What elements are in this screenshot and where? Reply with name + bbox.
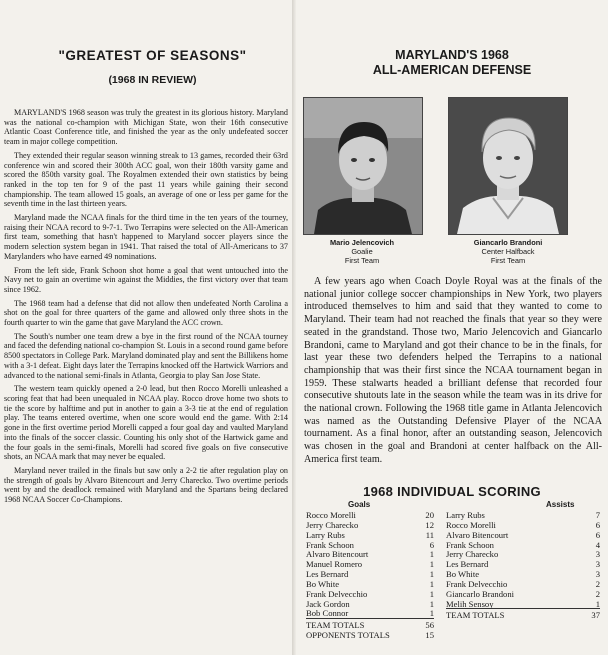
- feature-paragraph: A few years ago when Coach Doyle Royal was at the finals of the national junior college soccer championships in New York, two players introduced themselves to him and said that they wanted to come to Maryland. Their team had not reached the finals that year so they were seated in the grandstand. Those two, Mario Jelencovich and Giancarlo Brandoni, came to Maryland and got their chance to be in the finals, for last year these two defenders helped the Terrapins to a national championship that was their first since the NCAA tournament began in 1959. These stalwarts headed a brilliant defense that recorded four consecutive shutouts late in the season while the team was in its drive for the national crown. Following the 1968 title game in Atlanta Jelencovich was named as the Outstanding Defensive Player of the NCAA tournament. As a final honor, after an outstanding season, Jelencovich was chosen in the goal and Brandoni at center halfback on the All-America first team.: [304, 276, 602, 465]
- totals-label: OPPONENTS TOTALS: [306, 630, 390, 640]
- goals-totals-rule: [306, 618, 434, 619]
- goal-count: 6: [429, 539, 434, 550]
- caption-brandoni: [438, 238, 578, 265]
- totals-label: TEAM TOTALS: [446, 610, 505, 620]
- right-column: [296, 0, 608, 655]
- goals-header: Goals: [348, 500, 371, 509]
- article-paragraph: The western team quickly opened a 2-0 lead, but then Rocco Morelli unleashed a scoring feat that had been unequaled in NCAA play. Rocco drove home two shots to tie the score by halftime and put in another to gain a 3-3 tie at the end of regulation play. The teams entered overtime, when one score would end the game. With 2:14 gone in the first overtime period Morelli capped a four goal day and vaulted Maryland into the finals of the soccer classic. Counting his only shot of the Hartwick game and the four goals in the semi-finals, Morelli had scored five goals on five consecutive shots, an NCAA mark that may never be equaled.: [4, 384, 288, 462]
- assist-totals-row: [446, 610, 600, 620]
- totals-value: 56: [425, 620, 434, 630]
- scoring-title: 1968 INDIVIDUAL SCORING: [363, 484, 541, 499]
- goal-count: 1: [429, 588, 434, 599]
- feature-story: [304, 276, 602, 467]
- article-paragraph: Maryland made the NCAA finals for the third time in the ten years of the tourney, raising their NCAA record to 9-7-1. Two Terrapins were selected on the All-American first team, something that hasn't happened to Maryland soccer players since the modern selection system began in 1941. That raised the total of All-Americans to 37 Marylanders who have earned 49 nominations.: [4, 213, 288, 261]
- article-paragraph: They extended their regular season winning streak to 13 games, recorded their 63rd conference win and scored their 300th ACC goal, won their 180th varsity game and scored the 850th varsity goal. The Royalmen extended their own statistics by being ranked in the top ten for 9 of the past 11 years while gaining their second championship. The team allowed 15 goals, an average of one or less per game for the seventh time in the last thirteen years.: [4, 150, 288, 209]
- assist-count: 6: [595, 529, 600, 540]
- assist-count: 7: [595, 510, 600, 520]
- player-name: Rocco Morelli: [306, 510, 356, 520]
- goals-table: [306, 511, 434, 619]
- caption-jelencovich: [292, 238, 432, 265]
- totals-value: 15: [425, 630, 434, 640]
- player-name: Frank Schoon: [446, 539, 494, 550]
- assist-count: 3: [595, 559, 600, 570]
- player-name: Frank Delvecchio: [306, 588, 368, 599]
- article-paragraph: From the left side, Frank Schoon shot home a goal that went untouched into the Navy net to gain an overtime win against the Middies, the first victory over that team since 1962.: [4, 265, 288, 294]
- player-name: Jack Gordon: [306, 598, 350, 609]
- assists-header: Assists: [546, 500, 575, 509]
- assist-count: 1: [595, 598, 600, 609]
- player-name: Rocco Morelli: [446, 519, 496, 530]
- caption-position: Goalie: [351, 247, 373, 256]
- article-paragraph: MARYLAND'S 1968 season was truly the greatest in its glorious history. Maryland was the national co-champion with Michigan State, won their 16th consecutive Atlantic Coast Conference title, and finished the year as the only undefeated soccer team in major college competition.: [4, 108, 288, 147]
- article-paragraph: The 1968 team had a defense that did not allow then undefeated North Carolina a shot on the goal for three quarters of the game and allowed only three shots in the fourth quarter to win the game that gave Maryland the ACC crown.: [4, 298, 288, 328]
- goals-totals: [306, 620, 434, 640]
- goal-count: 1: [429, 598, 434, 609]
- assist-count: 4: [595, 539, 600, 550]
- assist-count: 3: [595, 569, 600, 580]
- goal-count: 12: [425, 519, 434, 530]
- goal-count: 20: [425, 510, 434, 520]
- totals-label: TEAM TOTALS: [306, 620, 365, 630]
- team-totals-row: [306, 620, 434, 630]
- assist-count: 6: [595, 519, 600, 530]
- player-name: Giancarlo Brandoni: [446, 588, 515, 599]
- player-name: Bo White: [446, 569, 480, 580]
- player-name: Les Bernard: [446, 559, 489, 570]
- left-column: [0, 0, 292, 655]
- goal-count: 1: [429, 549, 434, 560]
- caption-name: Mario Jelencovich: [329, 238, 395, 247]
- goal-count: 1: [429, 559, 434, 570]
- caption-team: First Team: [490, 256, 526, 265]
- assist-count: 2: [595, 588, 600, 599]
- player-photo-jelencovich: [303, 97, 423, 235]
- player-name: Melih Sensoy: [446, 598, 494, 609]
- player-name: Larry Rubs: [446, 510, 485, 520]
- feature-title-line2: ALL-AMERICAN DEFENSE: [372, 63, 532, 77]
- goal-count: 1: [429, 608, 434, 619]
- opponents-totals-row: [306, 630, 434, 640]
- assists-totals-rule: [446, 608, 600, 609]
- player-name: Alvaro Bitencourt: [446, 529, 509, 540]
- article-title: "GREATEST OF SEASONS": [58, 48, 247, 63]
- caption-position: Center Halfback: [481, 247, 535, 256]
- assists-table: [446, 511, 600, 609]
- article-paragraph: The South's number one team drew a bye in the first round of the NCAA tourney and faced the defending national co-champion St. Louis in a second round game before 8500 spectators in College Park. Maryland dominated play and sent the Billikens home with a 3-1 defeat. Eight days later the Terrapins knocked off the Hartwick Warriors and advanced to the national semi-finals in Atlanta, Georgia to play San Jose State.: [4, 331, 288, 380]
- goal-count: 11: [425, 529, 434, 540]
- player-name: Jerry Charecko: [306, 519, 359, 530]
- caption-team: First Team: [344, 256, 380, 265]
- article-body: [4, 108, 288, 509]
- player-name: Larry Rubs: [306, 529, 345, 540]
- player-name: Manuel Romero: [306, 559, 363, 570]
- assists-totals: [446, 610, 600, 620]
- goal-count: 1: [429, 569, 434, 580]
- assist-count: 3: [595, 549, 600, 560]
- totals-value: 37: [591, 610, 600, 620]
- player-name: Alvaro Bitencourt: [306, 549, 369, 560]
- assist-count: 2: [595, 578, 600, 589]
- player-name: Jerry Charecko: [446, 549, 499, 560]
- feature-title-line1: MARYLAND'S 1968: [395, 48, 509, 62]
- article-paragraph: Maryland never trailed in the finals but saw only a 2-2 tie after regulation play on the strength of goals by Alvaro Bitencourt and Jerry Charecko. Two overtime periods went by and the deadlock remained with Maryland and the Spartans being declared 1968 NCAA Soccer Co-Champions.: [4, 465, 288, 505]
- feature-title: [296, 48, 608, 78]
- player-name: Frank Schoon: [306, 539, 354, 550]
- player-name: Bo White: [306, 578, 340, 589]
- goal-count: 1: [429, 578, 434, 589]
- caption-name: Giancarlo Brandoni: [473, 238, 543, 247]
- player-name: Les Bernard: [306, 569, 349, 580]
- player-photo-brandoni: [448, 97, 568, 235]
- player-name: Bob Connor: [306, 608, 349, 619]
- article-subtitle: (1968 IN REVIEW): [108, 74, 197, 86]
- player-name: Frank Delvecchio: [446, 578, 508, 589]
